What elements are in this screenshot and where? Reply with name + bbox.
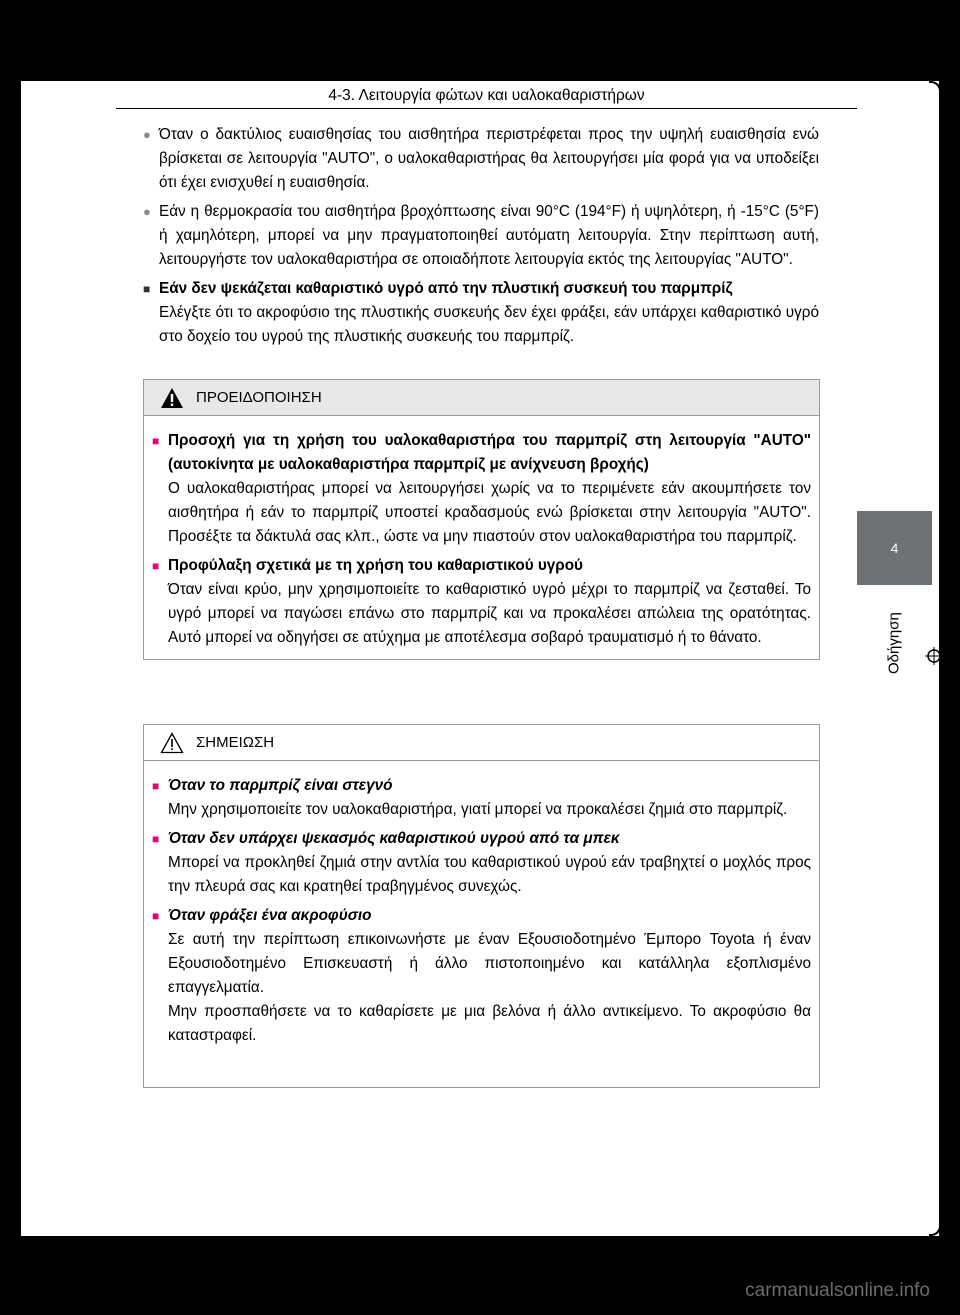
warning-triangle-icon bbox=[160, 387, 184, 409]
page-header: 4-3. Λειτουργία φώτων και υαλοκαθαριστήρων bbox=[116, 85, 857, 109]
square-bullet-icon: ■ bbox=[143, 282, 151, 296]
square-bullet-icon: ■ bbox=[152, 909, 160, 923]
bullet-dot-icon: ● bbox=[143, 204, 151, 219]
warning-header bbox=[144, 380, 819, 416]
square-bullet-icon: ■ bbox=[152, 434, 160, 448]
note-text: Μπορεί να προκληθεί ζημιά στην αντλία του καθαριστικού υγρού εάν τραβηχτεί ο μοχλός προς την πλευρά σας και κρατηθεί τραβηγμένος συνεχώς. bbox=[168, 854, 811, 895]
note-text: Σε αυτή την περίπτωση επικοινωνήστε με έναν Εξουσιοδοτημένο Έμπορο Toyota ή έναν Εξουσιοδοτημένο Επισκευαστή ή άλλο πιστοποιημένο και κατάλληλα εξοπλισμένο επαγγελματία. Μην προσπαθήσετε να το καθαρίσετε με μια βελόνα ή άλλο αντικείμενο. Το ακροφύσιο θα καταστραφεί. bbox=[168, 931, 811, 1044]
square-bullet-icon: ■ bbox=[152, 832, 160, 846]
note-body bbox=[144, 761, 819, 1052]
crop-mark-bottom-right bbox=[929, 1224, 941, 1236]
note-title: ΣΗΜΕΙΩΣΗ bbox=[196, 734, 275, 751]
list-item: ● Όταν ο δακτύλιος ευαισθησίας του αισθητήρα περιστρέφεται προς την υψηλή ευαισθησία ενώ βρίσκεται σε λειτουργία "AUTO", ο υαλοκαθαριστήρας θα λειτουργήσει μία φορά για να υποδείξει ότι έχει ενισχυθεί η ευαισθησία. bbox=[143, 123, 819, 195]
note-heading: ■ Όταν το παρμπρίζ είναι στεγνό bbox=[152, 774, 811, 798]
warning-heading: ■ Προσοχή για τη χρήση του υαλοκαθαριστήρα του παρμπρίζ στη λειτουργία "AUTO" (αυτοκίνητα με υαλοκαθαριστήρα παρμπρίζ με ανίχνευση βροχής) bbox=[152, 429, 811, 477]
note-heading: ■ Όταν φράξει ένα ακροφύσιο bbox=[152, 904, 811, 928]
main-content bbox=[143, 123, 819, 354]
note-box bbox=[143, 724, 820, 1088]
note-header bbox=[144, 725, 819, 761]
bullet-dot-icon: ● bbox=[143, 127, 151, 142]
warning-text: Ο υαλοκαθαριστήρας μπορεί να λειτουργήσει χωρίς να το περιμένετε εάν ακουμπήσετε τον αισθητήρα ή εάν το παρμπρίζ υποστεί κραδασμούς ενώ βρίσκεται στην λειτουργία "AUTO". Προσέξτε τα δάκτυλά σας κλπ., ώστε να μην πιαστούν στον υαλοκαθαριστήρα του παρμπρίζ. bbox=[168, 480, 811, 545]
warning-title: ΠΡΟΕΙΔΟΠΟΙΗΣΗ bbox=[196, 389, 322, 406]
chapter-label: Οδήγηση bbox=[885, 612, 903, 674]
section-text: Ελέγξτε ότι το ακροφύσιο της πλυστικής συσκευής δεν έχει φράξει, εάν υπάρχει καθαριστικό υγρό στο δοχείο του υγρού της πλυστικής συσκευής του παρμπρίζ. bbox=[159, 304, 819, 345]
warning-box bbox=[143, 379, 820, 660]
square-bullet-icon: ■ bbox=[152, 559, 160, 573]
manual-page bbox=[21, 81, 939, 1236]
chapter-tab: 4 bbox=[857, 511, 932, 585]
note-heading: ■ Όταν δεν υπάρχει ψεκασμός καθαριστικού υγρού από τα μπεκ bbox=[152, 827, 811, 851]
warning-body bbox=[144, 416, 819, 659]
section-heading: ■ Εάν δεν ψεκάζεται καθαριστικό υγρό από την πλυστική συσκευή του παρμπρίζ bbox=[143, 277, 819, 301]
warning-heading: ■ Προφύλαξη σχετικά με τη χρήση του καθαριστικού υγρού bbox=[152, 554, 811, 578]
note-text: Μην χρησιμοποιείτε τον υαλοκαθαριστήρα, γιατί μπορεί να προκαλέσει ζημιά στο παρμπρίζ. bbox=[168, 801, 788, 818]
square-bullet-icon: ■ bbox=[152, 779, 160, 793]
crop-mark-top-right bbox=[929, 81, 941, 93]
warning-text: Όταν είναι κρύο, μην χρησιμοποιείτε το καθαριστικό υγρό μέχρι το παρμπρίζ να ζεσταθεί. Το υγρό μπορεί να παγώσει επάνω στο παρμπρίζ και να προκαλέσει απώλεια της ορατότητας. Αυτό μπορεί να οδηγήσει σε ατύχημα με αποτέλεσμα σοβαρό τραυματισμό ή το θάνατο. bbox=[168, 581, 811, 646]
watermark: carmanualsonline.info bbox=[745, 1280, 930, 1301]
list-item: ● Εάν η θερμοκρασία του αισθητήρα βροχόπτωσης είναι 90°C (194°F) ή υψηλότερη, ή -15°C (5°F) ή χαμηλότερη, μπορεί να μην πραγματοποιηθεί αυτόματη λειτουργία. Στην περίπτωση αυτή, λειτουργήστε τον υαλοκαθαριστήρα σε οποιαδήποτε λειτουργία εκτός της λειτουργίας "AUTO". bbox=[143, 200, 819, 272]
registration-mark-icon bbox=[925, 647, 943, 665]
caution-triangle-icon bbox=[160, 732, 184, 754]
